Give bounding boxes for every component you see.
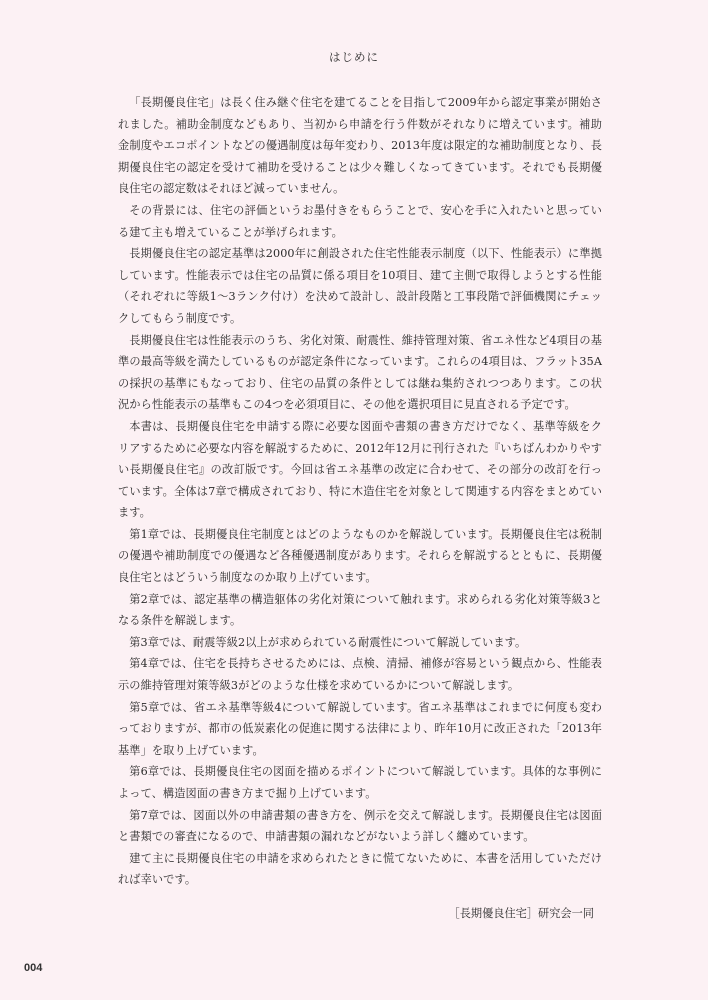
paragraph: 長期優良住宅の認定基準は2000年に創設された住宅性能表示制度（以下、性能表示）に準拠しています。性能表示では住宅の品質に係る項目を10項目、建て主側で取得しようとする性能（それぞれに等級1～3ランク付け）を決めて設計し、設計段階と工事段階で評価機関にチェックしてもらう制度です。 [118, 247, 602, 325]
paragraph: 第1章では、長期優良住宅制度とはどのようなものかを解説しています。長期優良住宅は税制の優遇や補助制度での優遇など各種優遇制度があります。それらを解説するとともに、長期優良住宅とはどういう制度なのか取り上げています。 [118, 527, 602, 585]
paragraph: 建て主に長期優良住宅の申請を求められたときに慌てないために、本書を活用していただければ幸いです。 [118, 851, 602, 887]
paragraph: 「長期優良住宅」は長く住み継ぐ住宅を建てることを目指して2009年から認定事業が開始されました。補助金制度などもあり、当初から申請を行う件数がそれなりに増えています。補助金制度やエコポイントなどの優遇制度は毎年変わり、2013年度は限定的な補助制度となり、長期優良住宅の認定を受けて補助を受けることは少々難しくなってきています。それでも長期優良住宅の認定数はそれほど減っていません。 [118, 96, 602, 196]
paragraph: 第5章では、省エネ基準等級4について解説しています。省エネ基準はこれまでに何度も変わっておりますが、都市の低炭素化の促進に関する法律により、昨年10月に改正された「2013年基準」を取り上げています。 [118, 700, 602, 757]
paragraph: 第4章では、住宅を長持ちさせるためには、点検、清掃、補修が容易という観点から、性能表示の維持管理対策等級3がどのような仕様を求めているかについて解説します。 [118, 657, 602, 693]
paragraph: 本書は、長期優良住宅を申請する際に必要な図面や書類の書き方だけでなく、基準等級をクリアするために必要な内容を解説するために、2012年12月に刊行された『いちばんわかりやすい長期優良住宅』の改訂版です。今回は省エネ基準の改定に合わせて、その部分の改訂を行っています。全体は7章で構成されており、特に木造住宅を対象として関連する内容をまとめています。 [118, 419, 602, 520]
signature: ［長期優良住宅］研究会一同 [448, 907, 594, 920]
paragraph: 第3章では、耐震等級2以上が求められている耐震性について解説しています。 [129, 635, 527, 649]
body-text [118, 92, 602, 891]
paragraph: その背景には、住宅の評価というお墨付きをもらうことで、安心を手に入れたいと思っている建て主も増えていることが挙げられます。 [118, 203, 602, 239]
paragraph: 第2章では、認定基準の構造躯体の劣化対策について触れます。求められる劣化対策等級3となる条件を解説します。 [118, 592, 602, 628]
paragraph: 長期優良住宅は性能表示のうち、劣化対策、耐震性、維持管理対策、省エネ性など4項目の基準の最高等級を満たしているものが認定条件になっています。これらの4項目は、フラット35Aの採択の基準にもなっており、住宅の品質の条件としては継ね集約されつつあります。この状況から性能表示の基準もこの4つを必須項目に、その他を選択項目に見直される予定です。 [118, 333, 602, 412]
page-number: 004 [24, 962, 43, 974]
paragraph: 第6章では、長期優良住宅の図面を描めるポイントについて解説しています。具体的な事例によって、構造図面の書き方まで掘り上げています。 [118, 765, 602, 800]
page-title: はじめに [329, 50, 379, 64]
paragraph: 第7章では、図面以外の申請書類の書き方を、例示を交えて解説します。長期優良住宅は図面と書類での審査になるので、申請書類の漏れなどがないよう詳しく纏めています。 [118, 808, 602, 844]
